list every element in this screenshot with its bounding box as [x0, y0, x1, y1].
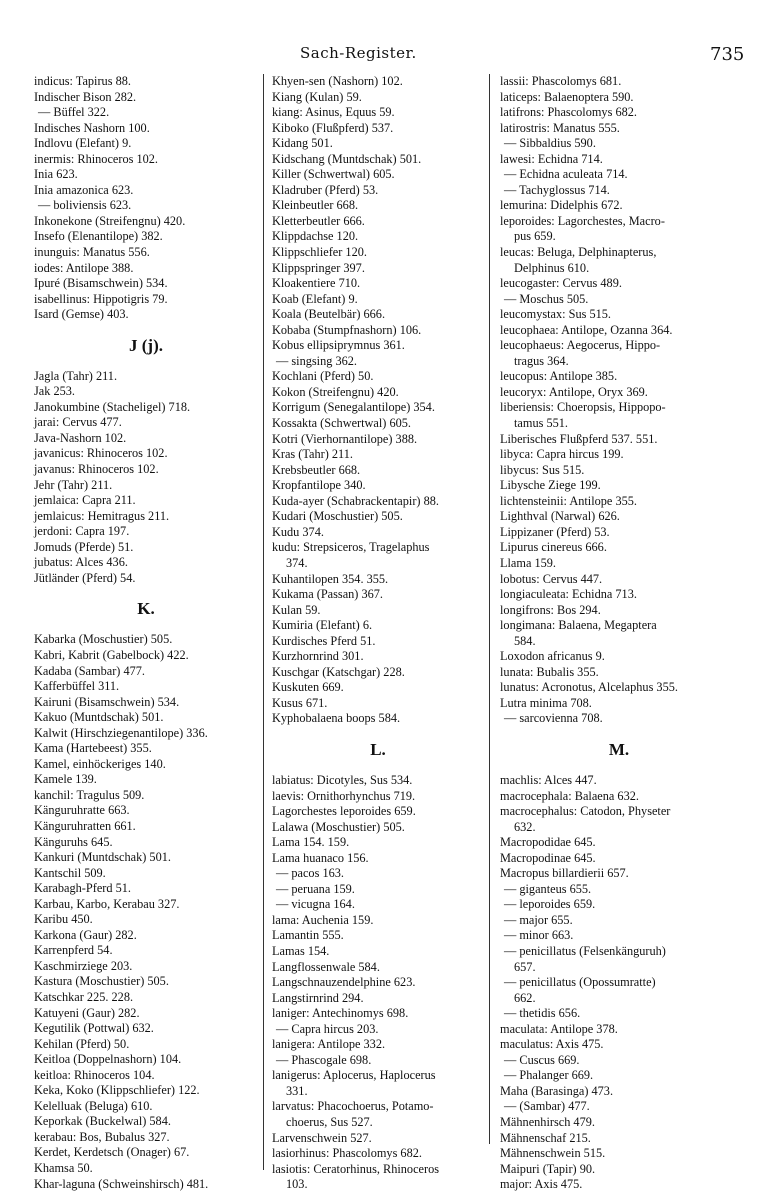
index-entry: Inkonekone (Streifengnu) 420.	[34, 213, 186, 228]
index-entry: Mähnenschaf 215.	[500, 1130, 591, 1145]
index-entry: Larvenschwein 527.	[272, 1130, 372, 1145]
index-entry: Kokon (Streifengnu) 420.	[272, 384, 399, 399]
index-entry: Kleinbeutler 668.	[272, 198, 359, 213]
index-entry: Karrenpferd 54.	[34, 943, 113, 958]
index-entry: — Tachyglossus 714.	[504, 182, 610, 197]
index-entry: Koala (Beutelbär) 666.	[272, 307, 386, 322]
index-entry: kerabau: Bos, Bubalus 327.	[34, 1129, 170, 1144]
index-entry: — singsing 362.	[276, 353, 357, 368]
running-title: Sach-Register.	[300, 44, 417, 62]
index-entry: Kras (Tahr) 211.	[272, 447, 353, 462]
index-entry: leucophaea: Antilope, Ozanna 364.	[500, 322, 673, 337]
index-entry: Insefo (Elenantilope) 382.	[34, 229, 163, 244]
index-entry: Kerdet, Kerdetsch (Onager) 67.	[34, 1145, 190, 1160]
index-entry: Khar-laguna (Schweinshirsch) 481.	[34, 1176, 209, 1191]
index-entry: Jütländer (Pferd) 54.	[34, 570, 136, 585]
index-entry: Khyen-sen (Nashorn) 102.	[272, 74, 403, 88]
index-entry-continuation: 374.	[286, 555, 308, 570]
index-entry: kiang: Asinus, Equus 59.	[272, 105, 395, 120]
index-entry: — Sibbaldius 590.	[504, 136, 596, 151]
index-entry: Langschnauzendelphine 623.	[272, 975, 416, 990]
index-entry: Lighthval (Narwal) 626.	[500, 509, 620, 524]
index-entry: Kantschil 509.	[34, 865, 106, 880]
index-entry: lassii: Phascolomys 681.	[500, 74, 622, 88]
index-entry: leporoides: Lagorchestes, Macro-	[500, 213, 665, 228]
index-entry: Kidschang (Muntdschak) 501.	[272, 151, 422, 166]
index-entry: leucomystax: Sus 515.	[500, 307, 612, 322]
index-entry: Jak 253.	[34, 384, 75, 399]
index-entry: Isard (Gemse) 403.	[34, 307, 129, 322]
index-entry: — Capra hircus 203.	[276, 1021, 379, 1036]
index-entry: Kadaba (Sambar) 477.	[34, 663, 145, 678]
index-entry: jemlaicus: Hemitragus 211.	[34, 508, 170, 523]
index-entry: — penicillatus (Opossumratte)	[504, 975, 656, 990]
index-entry: Lama 154. 159.	[272, 835, 350, 850]
index-entry: — major 655.	[504, 912, 573, 927]
index-entry: leucogaster: Cervus 489.	[500, 276, 622, 291]
index-entry: lawesi: Echidna 714.	[500, 151, 603, 166]
index-entry: — peruana 159.	[276, 881, 355, 896]
index-entry: Kuhantilopen 354. 355.	[272, 571, 389, 586]
index-entry: Indlovu (Elefant) 9.	[34, 136, 132, 151]
index-entry: lasiorhinus: Phascolomys 682.	[272, 1146, 422, 1161]
index-entry: leucas: Beluga, Delphinapterus,	[500, 245, 657, 260]
index-entry: — Cuscus 669.	[504, 1052, 580, 1067]
index-entry: Loxodon africanus 9.	[500, 649, 605, 664]
section-letter-heading: J (j).	[129, 335, 163, 355]
index-entry: isabellinus: Hippotigris 79.	[34, 291, 168, 306]
index-entry: Lutra minima 708.	[500, 695, 592, 710]
index-entry: Lagorchestes leporoides 659.	[272, 804, 416, 819]
index-entry: maculata: Antilope 378.	[500, 1021, 618, 1036]
index-entry: Kairuni (Bisamschwein) 534.	[34, 694, 180, 709]
index-entry: indicus: Tapirus 88.	[34, 74, 131, 88]
index-entry: — Phascogale 698.	[276, 1052, 372, 1067]
index-entry: Janokumbine (Stacheligel) 718.	[34, 399, 191, 414]
index-entry: lunatus: Acronotus, Alcelaphus 355.	[500, 680, 678, 695]
index-entry: Maha (Barasinga) 473.	[500, 1083, 614, 1098]
index-entry: — penicillatus (Felsenkänguruh)	[504, 943, 666, 958]
index-entry: macrocephala: Balaena 632.	[500, 788, 639, 803]
index-entry: — Moschus 505.	[504, 291, 589, 306]
index-entry-continuation: choerus, Sus 527.	[286, 1115, 373, 1129]
section-letter-heading: M.	[608, 739, 630, 759]
index-entry: Langstirnrind 294.	[272, 990, 364, 1005]
index-entry: Inia 623.	[34, 167, 78, 182]
index-entry: jarai: Cervus 477.	[34, 415, 122, 430]
index-entry: Katuyeni (Gaur) 282.	[34, 1005, 140, 1020]
index-entry: Kiang (Kulan) 59.	[272, 89, 362, 104]
index-entry: leucoryx: Antilope, Oryx 369.	[500, 384, 648, 399]
index-entry: Kelelluak (Beluga) 610.	[34, 1098, 153, 1113]
index-entry: lobotus: Cervus 447.	[500, 571, 603, 586]
index-entry: Java-Nashorn 102.	[34, 430, 127, 445]
index-entry: Macropodinae 645.	[500, 850, 596, 865]
index-entry: lasiotis: Ceratorhinus, Rhinoceros	[272, 1161, 440, 1176]
index-entry: Kuda-ayer (Schabrackentapir) 88.	[272, 493, 439, 508]
index-entry: jubatus: Alces 436.	[34, 555, 128, 570]
index-entry: Kegutilik (Pottwal) 632.	[34, 1021, 154, 1036]
index-entry: Lipurus cinereus 666.	[500, 540, 607, 555]
index-entry: Lippizaner (Pferd) 53.	[500, 524, 610, 539]
index-entry: inunguis: Manatus 556.	[34, 245, 150, 260]
index-entry: Jagla (Tahr) 211.	[34, 368, 118, 383]
index-entry: Kakuo (Muntdschak) 501.	[34, 710, 164, 725]
index-entry: — vicugna 164.	[276, 897, 355, 912]
index-entry-continuation: Delphinus 610.	[514, 260, 590, 275]
index-entry: Lamas 154.	[272, 943, 330, 958]
index-entry: Kossakta (Schwertwal) 605.	[272, 416, 411, 431]
index-entry: Mähnenschwein 515.	[500, 1146, 606, 1161]
index-column-middle	[272, 74, 484, 1193]
index-column-left	[34, 74, 258, 1192]
index-entry: Kalwit (Hirschziegenantilope) 336.	[34, 725, 208, 740]
index-entry: major: Axis 475.	[500, 1177, 583, 1192]
index-entry: Lalawa (Moschustier) 505.	[272, 819, 405, 834]
index-entry: inermis: Rhinoceros 102.	[34, 151, 158, 166]
index-entry: larvatus: Phacochoerus, Potamo-	[272, 1099, 434, 1114]
index-entry: — Echidna aculeata 714.	[504, 167, 628, 182]
section-letter-heading: K.	[137, 599, 155, 619]
index-entry: — giganteus 655.	[504, 881, 592, 896]
index-entry: Libysche Ziege 199.	[500, 478, 601, 493]
index-entry: Koab (Elefant) 9.	[272, 291, 358, 306]
index-entry: Keporkak (Buckelwal) 584.	[34, 1114, 171, 1129]
index-entry: Klippschliefer 120.	[272, 245, 367, 260]
index-entry: Kabri, Kabrit (Gabelbock) 422.	[34, 647, 189, 662]
index-entry: Kamele 139.	[34, 772, 97, 787]
column-divider	[263, 74, 264, 1170]
index-entry: Kastura (Moschustier) 505.	[34, 974, 169, 989]
index-entry: macrocephalus: Catodon, Physeter	[500, 804, 671, 819]
index-entry: — Phalanger 669.	[504, 1068, 594, 1083]
index-entry: iodes: Antilope 388.	[34, 260, 134, 275]
index-entry: Känguruhs 645.	[34, 834, 113, 849]
index-entry: libyca: Capra hircus 199.	[500, 447, 624, 462]
index-entry: latifrons: Phascolomys 682.	[500, 105, 637, 120]
index-entry: Kidang 501.	[272, 136, 333, 151]
index-entry: Karkona (Gaur) 282.	[34, 927, 137, 942]
index-entry: Killer (Schwertwal) 605.	[272, 167, 395, 182]
index-entry: Kudari (Moschustier) 505.	[272, 509, 403, 524]
index-entry: Karbau, Karbo, Kerabau 327.	[34, 896, 180, 911]
index-entry: Macropus billardierii 657.	[500, 866, 629, 881]
index-entry: longimana: Balaena, Megaptera	[500, 618, 657, 633]
index-entry: lama: Auchenia 159.	[272, 912, 374, 927]
index-entry: jerdoni: Capra 197.	[34, 524, 130, 539]
index-entry: Kabarka (Moschustier) 505.	[34, 632, 173, 647]
index-entry: lanigerus: Aplocerus, Haplocerus	[272, 1068, 436, 1083]
index-entry: Kaschmirziege 203.	[34, 958, 133, 973]
index-entry: Kuskuten 669.	[272, 680, 344, 695]
index-entry: Khamsa 50.	[34, 1161, 93, 1175]
index-entry: Kotri (Vierhornantilope) 388.	[272, 431, 418, 446]
index-entry: Karibu 450.	[34, 912, 93, 927]
index-entry: Kumiria (Elefant) 6.	[272, 618, 373, 633]
index-entry-continuation: 657.	[514, 959, 536, 974]
index-entry: Liberisches Flußpferd 537. 551.	[500, 431, 658, 446]
index-entry: lichtensteinii: Antilope 355.	[500, 493, 637, 508]
index-entry: latirostris: Manatus 555.	[500, 120, 620, 135]
index-entry: Katschkar 225. 228.	[34, 989, 134, 1004]
index-entry: libycus: Sus 515.	[500, 462, 585, 477]
page-number: 735	[710, 44, 745, 65]
index-entry: Llama 159.	[500, 555, 557, 570]
index-entry: — (Sambar) 477.	[504, 1099, 590, 1114]
index-entry: Kama (Hartebeest) 355.	[34, 741, 152, 756]
index-entry: Kochlani (Pferd) 50.	[272, 369, 374, 384]
index-entry: Langflossenwale 584.	[272, 959, 380, 974]
index-entry: Kyphobalaena boops 584.	[272, 711, 401, 726]
index-entry: — Büffel 322.	[38, 105, 110, 120]
index-entry: — thetidis 656.	[504, 1006, 581, 1021]
index-entry: Kuschgar (Katschgar) 228.	[272, 664, 405, 679]
index-entry-continuation: tragus 364.	[514, 353, 569, 368]
index-entry: lemurina: Didelphis 672.	[500, 198, 623, 213]
index-entry: Indischer Bison 282.	[34, 89, 137, 104]
index-entry: kudu: Strepsiceros, Tragelaphus	[272, 540, 430, 555]
index-entry: Kurdisches Pferd 51.	[272, 633, 376, 648]
index-entry-continuation: 331.	[286, 1083, 308, 1098]
index-entry: Maipuri (Tapir) 90.	[500, 1161, 596, 1176]
index-entry: Kudu 374.	[272, 524, 324, 539]
index-entry: — boliviensis 623.	[38, 198, 132, 213]
index-entry: lanigera: Antilope 332.	[272, 1037, 386, 1052]
index-entry: Kobaba (Stumpfnashorn) 106.	[272, 322, 422, 337]
index-entry: Klippdachse 120.	[272, 229, 359, 244]
index-entry: Korrigum (Senegalantilope) 354.	[272, 400, 435, 415]
index-entry: — sarcovienna 708.	[504, 711, 603, 726]
index-entry: labiatus: Dicotyles, Sus 534.	[272, 772, 413, 787]
index-entry: Kulan 59.	[272, 602, 321, 617]
index-entry: maculatus: Axis 475.	[500, 1037, 604, 1052]
index-entry: Mähnenhirsch 479.	[500, 1115, 595, 1129]
index-entry: Kankuri (Muntdschak) 501.	[34, 850, 171, 865]
index-entry: Kafferbüffel 311.	[34, 679, 120, 694]
index-entry: Macropodidae 645.	[500, 835, 596, 850]
index-entry: Känguruhratte 663.	[34, 803, 130, 818]
index-entry-continuation: pus 659.	[514, 229, 556, 244]
index-entry: kanchil: Tragulus 509.	[34, 787, 145, 802]
index-entry: jemlaica: Capra 211.	[34, 493, 136, 508]
index-entry: — minor 663.	[504, 928, 574, 943]
index-entry: Ipuré (Bisamschwein) 534.	[34, 276, 168, 291]
index-entry: Inia amazonica 623.	[34, 182, 134, 197]
index-entry: Kamel, einhöckeriges 140.	[34, 756, 166, 771]
index-entry-continuation: 584.	[514, 633, 536, 648]
index-entry: longiaculeata: Echidna 713.	[500, 587, 637, 602]
index-entry: Kladruber (Pferd) 53.	[272, 182, 379, 197]
index-entry: Kehilan (Pferd) 50.	[34, 1036, 130, 1051]
index-entry: laevis: Ornithorhynchus 719.	[272, 788, 416, 803]
index-entry: laniger: Antechinomys 698.	[272, 1006, 409, 1021]
index-entry: machlis: Alces 447.	[500, 772, 597, 787]
index-entry: Karabagh-Pferd 51.	[34, 881, 131, 896]
index-entry: Keitloa (Doppelnashorn) 104.	[34, 1052, 182, 1067]
index-entry: Keka, Koko (Klippschliefer) 122.	[34, 1083, 200, 1098]
index-entry: — leporoides 659.	[504, 897, 596, 912]
index-entry-continuation: 103.	[286, 1177, 308, 1192]
index-entry: Känguruhratten 661.	[34, 818, 136, 833]
index-entry: Jomuds (Pferde) 51.	[34, 539, 134, 554]
index-entry: laticeps: Balaenoptera 590.	[500, 89, 634, 104]
index-entry: Krebsbeutler 668.	[272, 462, 361, 477]
index-entry-continuation: tamus 551.	[514, 416, 568, 431]
index-entry: Lama huanaco 156.	[272, 850, 369, 865]
index-entry: Kropfantilope 340.	[272, 478, 366, 493]
index-entry: lunata: Bubalis 355.	[500, 664, 599, 679]
index-entry: Indisches Nashorn 100.	[34, 120, 150, 135]
index-entry: javanus: Rhinoceros 102.	[34, 462, 159, 477]
index-entry: Lamantin 555.	[272, 928, 344, 943]
index-entry: longifrons: Bos 294.	[500, 602, 601, 617]
index-entry: keitloa: Rhinoceros 104.	[34, 1067, 155, 1082]
index-column-right	[500, 74, 738, 1193]
index-entry-continuation: 632.	[514, 819, 536, 834]
index-entry: Kobus ellipsiprymnus 361.	[272, 338, 405, 353]
index-entry: Kletterbeutler 666.	[272, 213, 365, 228]
index-entry: javanicus: Rhinoceros 102.	[34, 446, 168, 461]
index-entry: leucopus: Antilope 385.	[500, 369, 618, 384]
index-entry: Kukama (Passan) 367.	[272, 587, 383, 602]
index-entry: Kiboko (Flußpferd) 537.	[272, 120, 394, 135]
index-entry: Kusus 671.	[272, 695, 328, 710]
index-entry: Jehr (Tahr) 211.	[34, 477, 113, 492]
index-entry: Kurzhornrind 301.	[272, 649, 364, 664]
section-letter-heading: L.	[370, 739, 386, 759]
index-entry-continuation: 662.	[514, 990, 536, 1005]
index-entry: liberiensis: Choeropsis, Hippopo-	[500, 400, 666, 415]
index-entry: Klippspringer 397.	[272, 260, 365, 275]
index-entry: Kloakentiere 710.	[272, 276, 361, 291]
index-entry: — pacos 163.	[276, 866, 344, 881]
index-entry: leucophaeus: Aegocerus, Hippo-	[500, 338, 661, 353]
column-divider	[489, 74, 490, 1144]
page-header	[0, 44, 763, 68]
